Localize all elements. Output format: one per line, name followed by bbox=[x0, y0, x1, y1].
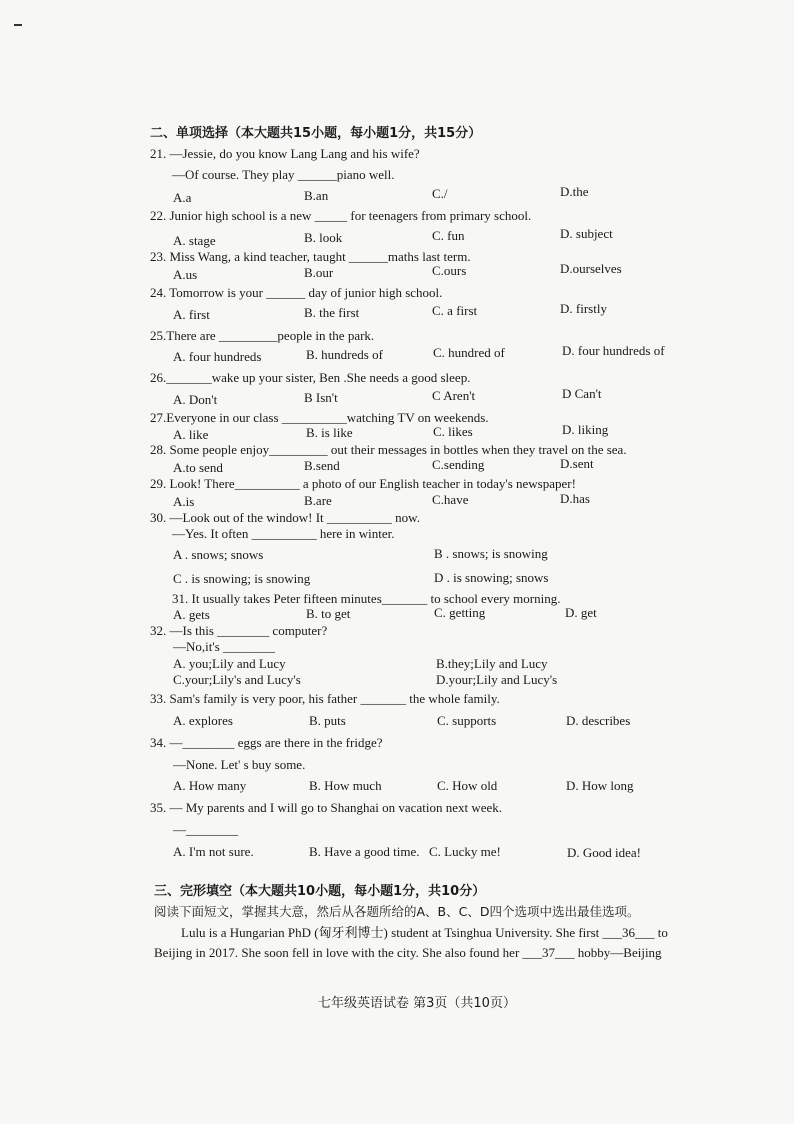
q28-option-b[interactable]: B.send bbox=[304, 458, 340, 473]
question-24: 24. Tomorrow is your ______ day of junior high school. bbox=[150, 285, 443, 300]
q21-option-a[interactable]: A.a bbox=[173, 190, 192, 205]
q35-option-c[interactable]: C. Lucky me! bbox=[429, 844, 501, 859]
section3-instruction: 阅读下面短文，掌握其大意，然后从各题所给的A、B、C、D四个选项中选出最佳选项。 bbox=[154, 904, 640, 919]
q35-option-b[interactable]: B. Have a good time. bbox=[309, 844, 420, 859]
question-32-line2: —No,it's ________ bbox=[173, 639, 276, 654]
q30-option-a[interactable]: A . snows; snows bbox=[173, 547, 264, 562]
q21-option-c[interactable]: C./ bbox=[432, 186, 448, 201]
question-22: 22. Junior high school is a new _____ for teenagers from primary school. bbox=[150, 208, 532, 223]
q31-option-c[interactable]: C. getting bbox=[434, 605, 486, 620]
q25-option-d[interactable]: D. four hundreds of bbox=[562, 343, 665, 358]
q29-option-b[interactable]: B.are bbox=[304, 493, 332, 508]
question-35-line2: —________ bbox=[173, 822, 238, 837]
q31-option-b[interactable]: B. to get bbox=[306, 606, 351, 621]
q23-option-b[interactable]: B.our bbox=[304, 265, 334, 280]
question-28: 28. Some people enjoy_________ out their messages in bottles when they travel on the sea. bbox=[150, 442, 627, 457]
q24-option-b[interactable]: B. the first bbox=[304, 305, 360, 320]
q29-option-c[interactable]: C.have bbox=[432, 492, 469, 507]
q26-option-b[interactable]: B Isn't bbox=[304, 390, 338, 405]
q22-option-d[interactable]: D. subject bbox=[560, 226, 613, 241]
question-31: 31. It usually takes Peter fifteen minutes_______ to school every morning. bbox=[172, 591, 561, 606]
question-30-line1: 30. —Look out of the window! It __________ now. bbox=[150, 510, 420, 525]
q33-option-c[interactable]: C. supports bbox=[437, 713, 497, 728]
q27-option-d[interactable]: D. liking bbox=[562, 422, 609, 437]
q23-option-d[interactable]: D.ourselves bbox=[560, 261, 622, 276]
q26-option-a[interactable]: A. Don't bbox=[173, 392, 218, 407]
question-21-line2: —Of course. They play ______piano well. bbox=[172, 167, 395, 182]
q22-option-b[interactable]: B. look bbox=[304, 230, 343, 245]
q22-option-a[interactable]: A. stage bbox=[173, 233, 216, 248]
q32-option-c[interactable]: C.your;Lily's and Lucy's bbox=[173, 672, 301, 687]
page-footer: 七年级英语试卷 第3页（共10页） bbox=[318, 996, 516, 1011]
question-29: 29. Look! There__________ a photo of our English teacher in today's newspaper! bbox=[150, 476, 576, 491]
q34-option-c[interactable]: C. How old bbox=[437, 778, 498, 793]
q35-option-d[interactable]: D. Good idea! bbox=[567, 845, 642, 860]
question-30-line2: —Yes. It often __________ here in winter. bbox=[172, 526, 395, 541]
q32-option-d[interactable]: D.your;Lily and Lucy's bbox=[436, 672, 558, 687]
q34-option-b[interactable]: B. How much bbox=[309, 778, 382, 793]
q28-option-a[interactable]: A.to send bbox=[173, 460, 223, 475]
passage-line1: Lulu is a Hungarian PhD (匈牙利博士) student at Tsinghua University. She first ___36___ to bbox=[181, 925, 668, 940]
q21-option-d[interactable]: D.the bbox=[560, 184, 589, 199]
q27-option-a[interactable]: A. like bbox=[173, 427, 209, 442]
scan-mark bbox=[14, 24, 22, 26]
q29-option-d[interactable]: D.has bbox=[560, 491, 590, 506]
q24-option-a[interactable]: A. first bbox=[173, 307, 210, 322]
q29-option-a[interactable]: A.is bbox=[173, 494, 195, 509]
question-33: 33. Sam's family is very poor, his father _______ the whole family. bbox=[150, 691, 500, 706]
q33-option-d[interactable]: D. describes bbox=[566, 713, 631, 728]
section3-title: 三、完形填空（本大题共10小题，每小题1分，共10分） bbox=[154, 884, 486, 899]
question-26: 26._______wake up your sister, Ben .She needs a good sleep. bbox=[150, 370, 471, 385]
q32-option-a[interactable]: A. you;Lily and Lucy bbox=[173, 656, 286, 671]
q34-option-d[interactable]: D. How long bbox=[566, 778, 634, 793]
q25-option-c[interactable]: C. hundred of bbox=[433, 345, 505, 360]
q23-option-c[interactable]: C.ours bbox=[432, 263, 467, 278]
question-34-line2: —None. Let' s buy some. bbox=[173, 757, 306, 772]
question-25: 25.There are _________people in the park. bbox=[150, 328, 375, 343]
question-34-line1: 34. —________ eggs are there in the fridge? bbox=[150, 735, 383, 750]
q24-option-d[interactable]: D. firstly bbox=[560, 301, 607, 316]
q28-option-d[interactable]: D.sent bbox=[560, 456, 594, 471]
question-27: 27.Everyone in our class __________watching TV on weekends. bbox=[150, 410, 489, 425]
section2-title: 二、单项选择（本大题共15小题，每小题1分，共15分） bbox=[150, 126, 482, 141]
q30-option-c[interactable]: C . is snowing; is snowing bbox=[173, 571, 311, 586]
question-32-line1: 32. —Is this ________ computer? bbox=[150, 623, 328, 638]
q25-option-a[interactable]: A. four hundreds bbox=[173, 349, 262, 364]
q24-option-c[interactable]: C. a first bbox=[432, 303, 478, 318]
q31-option-d[interactable]: D. get bbox=[565, 605, 597, 620]
q26-option-d[interactable]: D Can't bbox=[562, 386, 602, 401]
q26-option-c[interactable]: C Aren't bbox=[432, 388, 476, 403]
q28-option-c[interactable]: C.sending bbox=[432, 457, 485, 472]
q30-option-b[interactable]: B . snows; is snowing bbox=[434, 546, 548, 561]
q23-option-a[interactable]: A.us bbox=[173, 267, 198, 282]
q32-option-b[interactable]: B.they;Lily and Lucy bbox=[436, 656, 548, 671]
q21-option-b[interactable]: B.an bbox=[304, 188, 329, 203]
q33-option-a[interactable]: A. explores bbox=[173, 713, 233, 728]
q35-option-a[interactable]: A. I'm not sure. bbox=[173, 844, 254, 859]
passage-line2: Beijing in 2017. She soon fell in love with the city. She also found her ___37___ hobby—Beijing bbox=[154, 945, 662, 960]
q22-option-c[interactable]: C. fun bbox=[432, 228, 465, 243]
q30-option-d[interactable]: D . is snowing; snows bbox=[434, 570, 549, 585]
q25-option-b[interactable]: B. hundreds of bbox=[306, 347, 383, 362]
q27-option-c[interactable]: C. likes bbox=[433, 424, 473, 439]
q27-option-b[interactable]: B. is like bbox=[306, 425, 353, 440]
q34-option-a[interactable]: A. How many bbox=[173, 778, 247, 793]
question-21-line1: 21. —Jessie, do you know Lang Lang and his wife? bbox=[150, 146, 420, 161]
question-35-line1: 35. — My parents and I will go to Shanghai on vacation next week. bbox=[150, 800, 503, 815]
q33-option-b[interactable]: B. puts bbox=[309, 713, 346, 728]
question-23: 23. Miss Wang, a kind teacher, taught ______maths last term. bbox=[150, 249, 471, 264]
q31-option-a[interactable]: A. gets bbox=[173, 607, 210, 622]
